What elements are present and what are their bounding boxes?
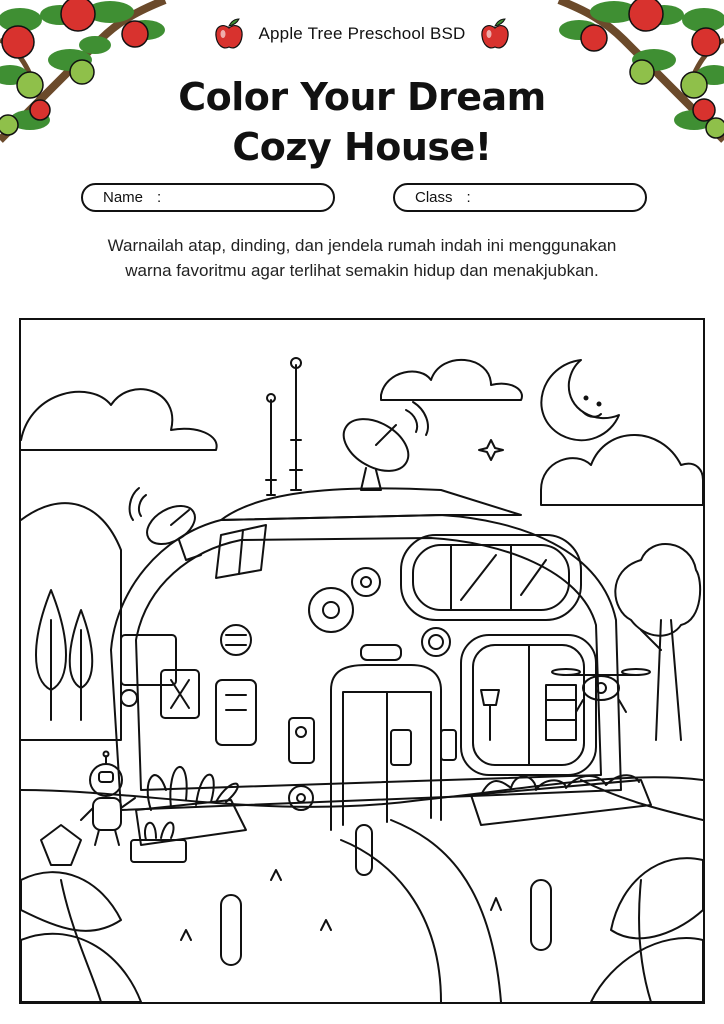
page-title [0,72,724,172]
cloud-right [541,435,703,505]
instructions [40,233,684,283]
hills-left [21,503,121,740]
moon-icon [541,360,619,440]
antenna-2 [290,365,302,490]
walkway [341,820,501,1002]
leaves-left [21,872,141,1002]
class-label: Class [415,189,453,206]
title-line-1: Color Your Dream [178,75,546,119]
cloud-left [21,389,217,450]
apple-icon [214,17,244,51]
gear-icon [352,568,380,596]
instructions-line-1: Warnailah atap, dinding, dan jendela rumah indah ini menggunakan [107,236,617,255]
name-colon: : [157,189,162,206]
drone-icon [552,669,650,712]
ground-line [21,777,703,807]
lamp-post [531,880,551,950]
lamp-post [356,825,372,875]
coloring-frame [19,318,705,1004]
class-colon: : [466,189,471,206]
lamp-post [221,895,241,965]
apple-icon [480,17,510,51]
roof [221,488,521,520]
antenna-1 [266,400,276,495]
page-header [0,14,724,172]
coloring-illustration [21,320,703,1002]
school-line [0,14,724,54]
instructions-line-2: warna favoritmu agar terlihat semakin hidup dan menakjubkan. [125,261,599,280]
title-line-2: Cozy House! [232,125,492,169]
name-field[interactable] [81,183,335,212]
robot-icon [81,752,135,846]
class-field[interactable] [393,183,647,212]
tree-right [615,544,700,636]
cloud-center [381,360,522,400]
name-label: Name [103,189,144,206]
leaves-right [591,858,703,1002]
school-name: Apple Tree Preschool BSD [258,24,466,43]
planter-right [471,780,651,825]
gear-icon [309,588,353,632]
